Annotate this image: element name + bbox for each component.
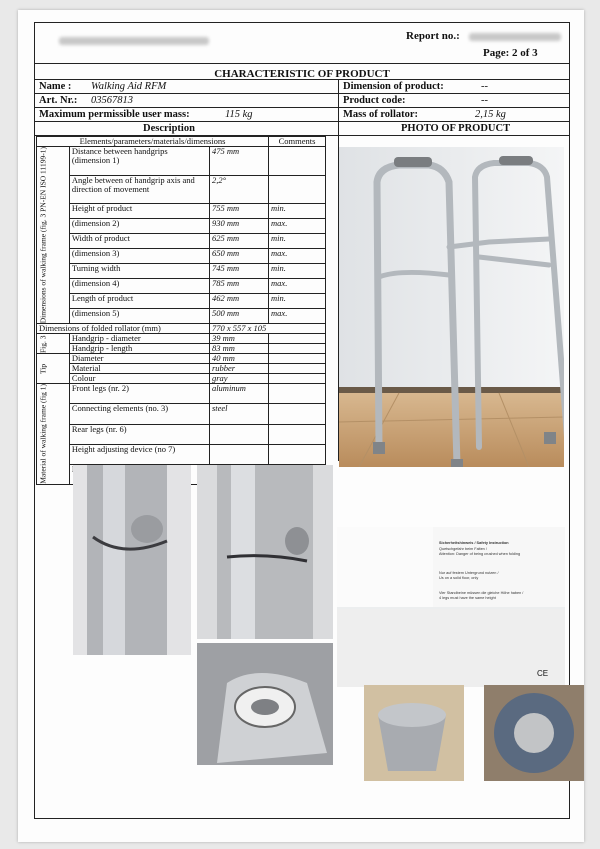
label-line-1: Quetschgefahr beim Falten / (439, 547, 487, 551)
group-material-label: Material of walking frame (fig 1) (37, 384, 70, 485)
spec-row (37, 264, 326, 279)
spec-param-comment (269, 374, 326, 384)
page-number: Page: 2 of 3 (483, 47, 538, 59)
spec-param-comment: max. (269, 219, 326, 234)
rubber-tip-side-image (364, 685, 464, 781)
art-label: Art. Nr.: (39, 95, 78, 106)
tip-side-photo (364, 685, 464, 781)
tip-bottom-photo (484, 685, 584, 781)
spec-row (37, 384, 326, 404)
group-tip-label: Tip (37, 354, 70, 384)
spec-param-name: Handgrip - length (69, 344, 209, 354)
spec-param-value (209, 444, 268, 464)
spec-row (37, 354, 326, 364)
spec-param-comment: max. (269, 309, 326, 324)
spec-param-name: (dimension 4) (69, 279, 209, 294)
spec-param-comment (269, 354, 326, 364)
folded-label: Dimensions of folded rollator (mm) (37, 324, 210, 334)
info-row-art (35, 94, 569, 108)
label-line-5: Vier Standbeine müssen die gleiche Höhe haben / (439, 591, 524, 595)
section-heading-row (35, 122, 569, 136)
redacted-company (59, 37, 209, 45)
report-number-label: Report no.: (406, 30, 460, 42)
spec-param-comment (269, 404, 326, 424)
spec-param-value: 785 mm (209, 279, 268, 294)
spec-param-value: 500 mm (209, 309, 268, 324)
spec-param-name: (dimension 3) (69, 249, 209, 264)
spec-param-comment (269, 147, 326, 176)
spec-param-name: Height of product (69, 204, 209, 219)
spec-row (37, 234, 326, 249)
spec-row (37, 309, 326, 324)
mass-value: 2,15 kg (475, 109, 506, 120)
rubber-tip-bottom-image (484, 685, 584, 781)
max-mass-label: Maximum permissible user mass: (39, 109, 190, 120)
spec-param-value: 745 mm (209, 264, 268, 279)
spec-row (37, 294, 326, 309)
info-row-mass (35, 108, 569, 122)
spec-row (37, 334, 326, 344)
spec-param-value: rubber (209, 364, 268, 374)
spec-param-comment (269, 175, 326, 204)
spec-param-comment: min. (269, 234, 326, 249)
spec-param-value: 650 mm (209, 249, 268, 264)
spec-row (37, 219, 326, 234)
ce-mark: CE (537, 669, 549, 678)
spec-row (37, 424, 326, 444)
spec-param-name: Angle between of handgrip axis and direction of movement (69, 175, 209, 204)
spec-param-name: Handgrip - diameter (69, 334, 209, 344)
document-page (18, 10, 584, 842)
max-mass-value: 115 kg (225, 109, 253, 120)
spec-param-comment (269, 364, 326, 374)
spec-param-value (209, 424, 268, 444)
info-row-name (35, 80, 569, 94)
spec-param-value: 39 mm (209, 334, 268, 344)
spec-param-value: 930 mm (209, 219, 268, 234)
folded-value: 770 x 557 x 105 (209, 324, 325, 334)
spec-param-name: Height adjusting device (no 7) (69, 444, 209, 464)
dimension-value: -- (481, 81, 488, 92)
spec-param-name: Distance between handgrips (dimension 1) (69, 147, 209, 176)
title-row (35, 64, 569, 80)
label-line-2: Attention: Danger of being crushed when folding (439, 552, 521, 556)
group-fig-label: Fig. 3 (37, 334, 70, 354)
tube-rivet-image (73, 465, 191, 655)
spec-param-comment: min. (269, 204, 326, 219)
spec-param-value: gray (209, 374, 268, 384)
report-frame (34, 22, 570, 819)
walker-photo (339, 147, 564, 467)
spec-param-name: Turning width (69, 264, 209, 279)
report-header (35, 23, 569, 64)
spec-param-value: aluminum (209, 384, 268, 404)
folded-row (37, 324, 326, 334)
spec-param-value: 462 mm (209, 294, 268, 309)
detail-photo-joint-1 (73, 465, 191, 655)
spec-table (36, 136, 326, 485)
spec-row (37, 344, 326, 354)
label-safety-title: Sicherheitshinweis / Safety Instruction (439, 541, 509, 545)
handgrip-clip-image (197, 643, 333, 765)
spec-param-comment (269, 344, 326, 354)
spec-param-name: Rear legs (nr. 6) (69, 424, 209, 444)
spec-param-comment: min. (269, 264, 326, 279)
description-heading: Description (143, 123, 195, 134)
group-dimensions-label: Dimensions of walking frame (fig. 3 PN-EN ISO 11199-1) (37, 147, 70, 324)
spec-row (37, 175, 326, 204)
spec-param-comment: max. (269, 279, 326, 294)
tube-crack-image (197, 465, 333, 639)
spec-param-name: Width of product (69, 234, 209, 249)
name-label: Name : (39, 81, 72, 92)
product-code-value: -- (481, 95, 488, 106)
spec-param-comment: max. (269, 249, 326, 264)
info-divider (338, 80, 339, 136)
spec-param-value: steel (209, 404, 268, 424)
walking-frame-image (339, 147, 564, 467)
label-sticker-photo (337, 527, 565, 687)
spec-param-value: 40 mm (209, 354, 268, 364)
spec-header-row (37, 137, 326, 147)
spec-row (37, 404, 326, 424)
spec-param-comment: min. (269, 294, 326, 309)
spec-param-value: 83 mm (209, 344, 268, 354)
label-line-6: 4 legs must have the same height (439, 596, 496, 600)
spec-row (37, 444, 326, 464)
mass-label: Mass of rollator: (343, 109, 419, 120)
spec-param-name: Material (69, 364, 209, 374)
spec-row (37, 147, 326, 176)
detail-photo-joint-2 (197, 465, 333, 639)
spec-param-name: Front legs (nr. 2) (69, 384, 209, 404)
detail-photo-handgrip (197, 643, 333, 765)
spec-param-comment (269, 424, 326, 444)
spec-row (37, 279, 326, 294)
photo-heading: PHOTO OF PRODUCT (401, 123, 511, 134)
spec-row (37, 374, 326, 384)
spec-param-name: Length of product (69, 294, 209, 309)
col-elements: Elements/parameters/materials/dimensions (37, 137, 269, 147)
art-value: 03567813 (91, 95, 133, 106)
redacted-report-number (469, 33, 561, 41)
spec-row (37, 204, 326, 219)
spec-param-comment (269, 384, 326, 404)
spec-param-name: Connecting elements (no. 3) (69, 404, 209, 424)
spec-param-name: Diameter (69, 354, 209, 364)
name-value: Walking Aid RFM (91, 81, 167, 92)
spec-param-comment (269, 444, 326, 464)
spec-param-name: (dimension 2) (69, 219, 209, 234)
spec-param-value: 625 mm (209, 234, 268, 249)
label-line-3: Nur auf festem Untergrund nutzen / (439, 571, 499, 575)
product-code-label: Product code: (343, 95, 406, 106)
spec-param-name: (dimension 5) (69, 309, 209, 324)
spec-row (37, 249, 326, 264)
spec-param-comment (269, 334, 326, 344)
spec-param-value: 475 mm (209, 147, 268, 176)
spec-row (37, 364, 326, 374)
dimension-label: Dimension of product: (343, 81, 444, 92)
col-comments: Comments (269, 137, 326, 147)
spec-param-name: Colour (69, 374, 209, 384)
spec-param-value: 755 mm (209, 204, 268, 219)
page-title: CHARACTERISTIC OF PRODUCT (214, 68, 390, 80)
label-line-4: Us on a solid floor, only (439, 576, 479, 580)
spec-param-value: 2,2° (209, 175, 268, 204)
